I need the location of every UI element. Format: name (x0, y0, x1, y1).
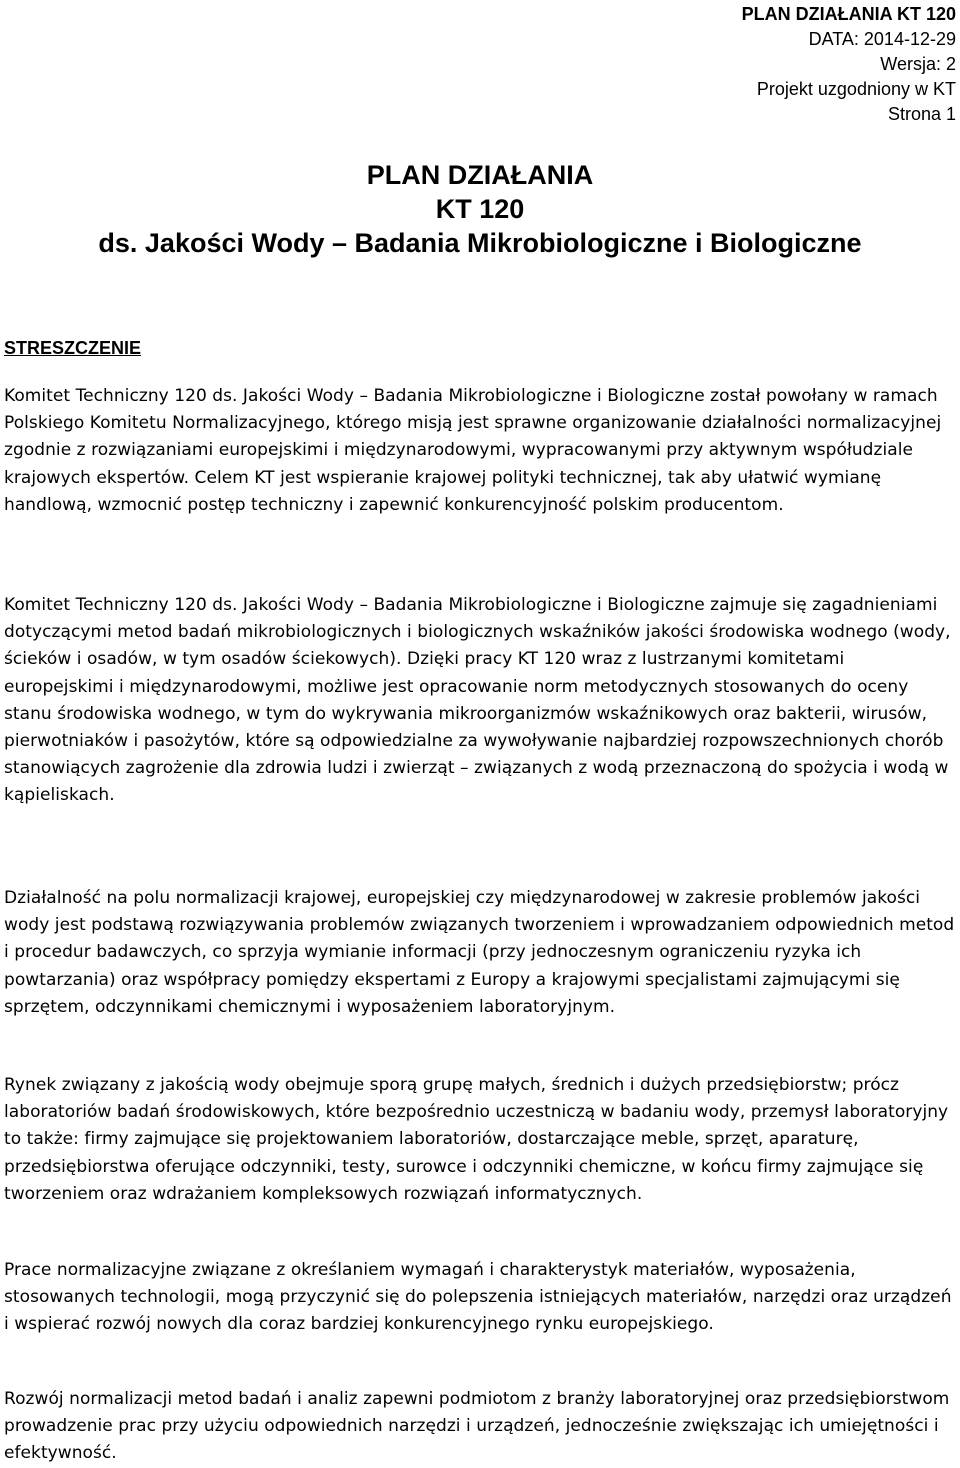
document-header (476, 2, 956, 127)
paragraph-3 (4, 885, 956, 1021)
paragraph-6 (4, 1386, 956, 1468)
paragraph-5-text: Prace normalizacyjne związane z określaniem wymagań i charakterystyk materiałów, wyposażenia, stosowanych technologii, mogą przyczynić się do polepszenia istniejących materiałów, narzędzi oraz urządzeń i wspierać rozwój nowych dla coraz bardziej konkurencyjnego rynku europejskiego. (4, 1260, 952, 1335)
paragraph-1-text: Komitet Techniczny 120 ds. Jakości Wody – Badania Mikrobiologiczne i Biologiczne został powołany w ramach Polskiego Komitetu Normalizacyjnego, którego misją jest sprawne organizowanie działalności normalizacyjnej zgodnie z rozwiązaniami europejskimi i międzynarodowymi, wypracowanymi przy aktywnym współudziale krajowych ekspertów. Celem KT jest wspieranie krajowej polityki technicznej, tak aby ułatwić wymianę handlową, wzmocnić postęp techniczny i zapewnić konkurencyjność polskim producentom. (4, 386, 942, 515)
paragraph-5 (4, 1257, 956, 1339)
title-line-3: ds. Jakości Wody – Badania Mikrobiologiczne i Biologiczne (98, 228, 862, 258)
paragraph-4-text: Rynek związany z jakością wody obejmuje sporą grupę małych, średnich i dużych przedsiębiorstw; prócz laboratoriów badań środowiskowych, które bezpośrednio uczestniczą w badaniu wody, przemysł laboratoryjny to także: firmy zajmujące się projektowaniem laboratoriów, dostarczające meble, sprzęt, aparaturę, przedsiębiorstwa oferujące odczynniki, testy, surowce i odczynniki chemiczne, w końcu firmy zajmujące się tworzeniem oraz wdrażaniem kompleksowych rozwiązań informatycznych. (4, 1075, 949, 1204)
header-plan-title: PLAN DZIAŁANIA KT 120 (741, 4, 956, 24)
paragraph-2-text: Komitet Techniczny 120 ds. Jakości Wody – Badania Mikrobiologiczne i Biologiczne zajmuje się zagadnieniami dotyczącymi metod badań mikrobiologicznych i biologicznych wskaźników jakości środowiska wodnego (wody, ścieków i osadów, w tym osadów ściekowych). Dzięki pracy KT 120 wraz z lustrzanymi komitetami europejskimi i międzynarodowymi, możliwe jest opracowanie norm metodycznych stosowanych do oceny stanu środowiska wodnego, w tym do wykrywania mikroorganizmów wskaźnikowych oraz bakterii, wirusów, pierwotniaków i pasożytów, które są odpowiedzialne za wywoływanie najbardziej rozpowszechnionych chorób stanowiących zagrożenie dla zdrowia ludzi i zwierząt – związanych z wodą przeznaczoną do spożycia i wodą w kąpieliskach. (4, 595, 951, 806)
title-line-2: KT 120 (435, 194, 525, 224)
paragraph-1 (4, 383, 956, 519)
header-date: DATA: 2014-12-29 (808, 29, 956, 49)
section-heading-summary: STRESZCZENIE (4, 338, 142, 358)
document-title (0, 158, 960, 260)
paragraph-4 (4, 1072, 956, 1208)
header-version: Wersja: 2 (880, 54, 956, 74)
title-line-1: PLAN DZIAŁANIA (366, 160, 594, 190)
paragraph-3-text: Działalność na polu normalizacji krajowej, europejskiej czy międzynarodowej w zakresie problemów jakości wody jest podstawą rozwiązywania problemów związanych tworzeniem i wprowadzaniem odpowiednich metod i procedur badawczych, co sprzyja wymianie informacji (przy jednoczesnym ograniczeniu ryzyka ich powtarzania) oraz współpracy pomiędzy ekspertami z Europy a krajowymi specjalistami zajmującymi się sprzętem, odczynnikami chemicznymi i wyposażeniem laboratoryjnym. (4, 888, 955, 1017)
paragraph-2 (4, 592, 956, 810)
header-status: Projekt uzgodniony w KT (756, 79, 956, 99)
paragraph-6-text: Rozwój normalizacji metod badań i analiz zapewni podmiotom z branży laboratoryjnej oraz przedsiębiorstwom prowadzenie prac przy użyciu odpowiednich narzędzi i urządzeń, jednocześnie zwiększając ich umiejętności i efektywność. (4, 1389, 950, 1464)
header-page-number: Strona 1 (887, 104, 956, 124)
